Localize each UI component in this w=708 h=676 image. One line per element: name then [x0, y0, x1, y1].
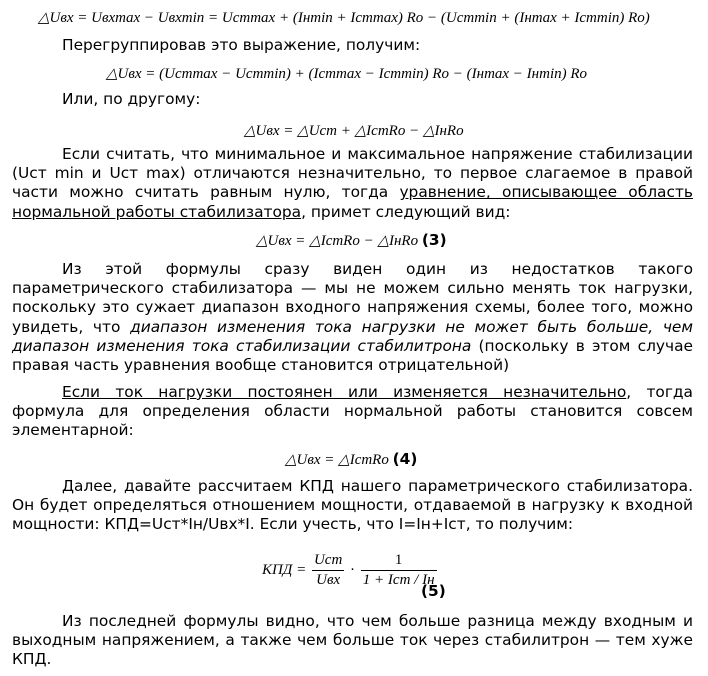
equation-regrouped	[106, 64, 587, 83]
multiply-dot: ·	[350, 561, 356, 578]
equation-text: △Uвх = (Uстmax − Uстmin) + (Iстmax − Iстmin) Ro − (Iнmax − Iнmin) Ro	[106, 66, 588, 82]
fraction-denominator: 1 + Iст / Iн	[362, 572, 435, 588]
equation-5	[262, 552, 439, 589]
link-constant-load[interactable]: Если ток нагрузки постоянен или изменяется незначительно	[62, 383, 627, 401]
paragraph-italic-text: диапазон изменения тока нагрузки не может быть больше, чем диапазон изменения тока стабилизации стабилитрона	[12, 317, 694, 355]
fraction-voltage-ratio	[312, 552, 344, 589]
paragraph-text: , тогда формула для определения области нормальной работы становится совсем элементарной:	[12, 383, 693, 440]
equation-lhs: △Uвх = Uвхmax − Uвхmin	[38, 10, 205, 26]
equation-number: (4)	[392, 450, 418, 468]
equation-text: △Uвх = △IстRo − △IнRo	[256, 233, 419, 249]
link-normal-operation-equation[interactable]: уравнение, описывающее область нормальной работы стабилизатора	[12, 183, 693, 221]
paragraph-text: Если считать, что минимальное и максимальное напряжение стабилизации (Uст min и Uст max) отличаются незначительно, то первое слагаемое в правой части можно считать равным нулю, тогда	[12, 145, 693, 202]
equation-5-number	[421, 582, 446, 601]
paragraph-conclusion	[12, 612, 693, 670]
equation-lhs: КПД =	[262, 561, 307, 578]
paragraph-text: Далее, давайте рассчитаем КПД нашего параметрического стабилизатора. Он будет определяться отношением мощности, отдаваемой в нагрузку к входной мощности: КПД=Uст*Iн/Uвх*I. Если учесть, что I=Iн+Iст, то получим:	[12, 477, 693, 534]
equation-3	[256, 231, 447, 250]
paragraph-efficiency	[12, 477, 693, 535]
equation-number: (3)	[421, 231, 447, 249]
fraction-denominator: Uвх	[316, 572, 341, 588]
equation-delta-uvx-expanded	[38, 8, 650, 27]
equation-text: △Uвх = △IстRo	[285, 452, 389, 468]
paragraph-text: Перегруппировав это выражение, получим:	[62, 36, 421, 54]
fraction-numerator: 1	[361, 552, 437, 571]
paragraph-text: , примет следующий вид:	[301, 202, 511, 221]
equation-4	[285, 450, 417, 469]
paragraph-text: (поскольку в этом случае правая часть уравнения вообще становится отрицательной)	[12, 336, 694, 375]
paragraph-constant-load	[12, 383, 693, 441]
paragraph-regroup	[12, 36, 693, 55]
fraction-numerator: Uст	[312, 552, 344, 571]
paragraph-text: Из последней формулы видно, что чем больше разница между входным и выходным напряжением, а также чем больше ток через стабилитрон — тем хуже КПД.	[12, 612, 693, 669]
equation-number: (5)	[421, 582, 446, 600]
paragraph-consider-stabilization	[12, 145, 693, 222]
equation-text: △Uвх = △Uст + △IстRo − △IнRo	[244, 123, 464, 139]
equation-rhs: = Uстmax + (Iнmin + Iстmax) Ro − (Uстmin + (Iнmax + Iстmin) Ro)	[208, 10, 650, 26]
paragraph-text: Из этой формулы сразу виден один из недостатков такого параметрического стабилизатора — мы не можем сильно менять ток нагрузки, поскольку это сужает диапазон входного напряжения схемы, более того, можно увидеть, что	[12, 260, 693, 336]
paragraph-alternatively	[12, 90, 693, 109]
paragraph-drawback	[12, 260, 693, 375]
equation-delta-form	[244, 121, 464, 140]
paragraph-text: Или, по другому:	[62, 90, 201, 108]
